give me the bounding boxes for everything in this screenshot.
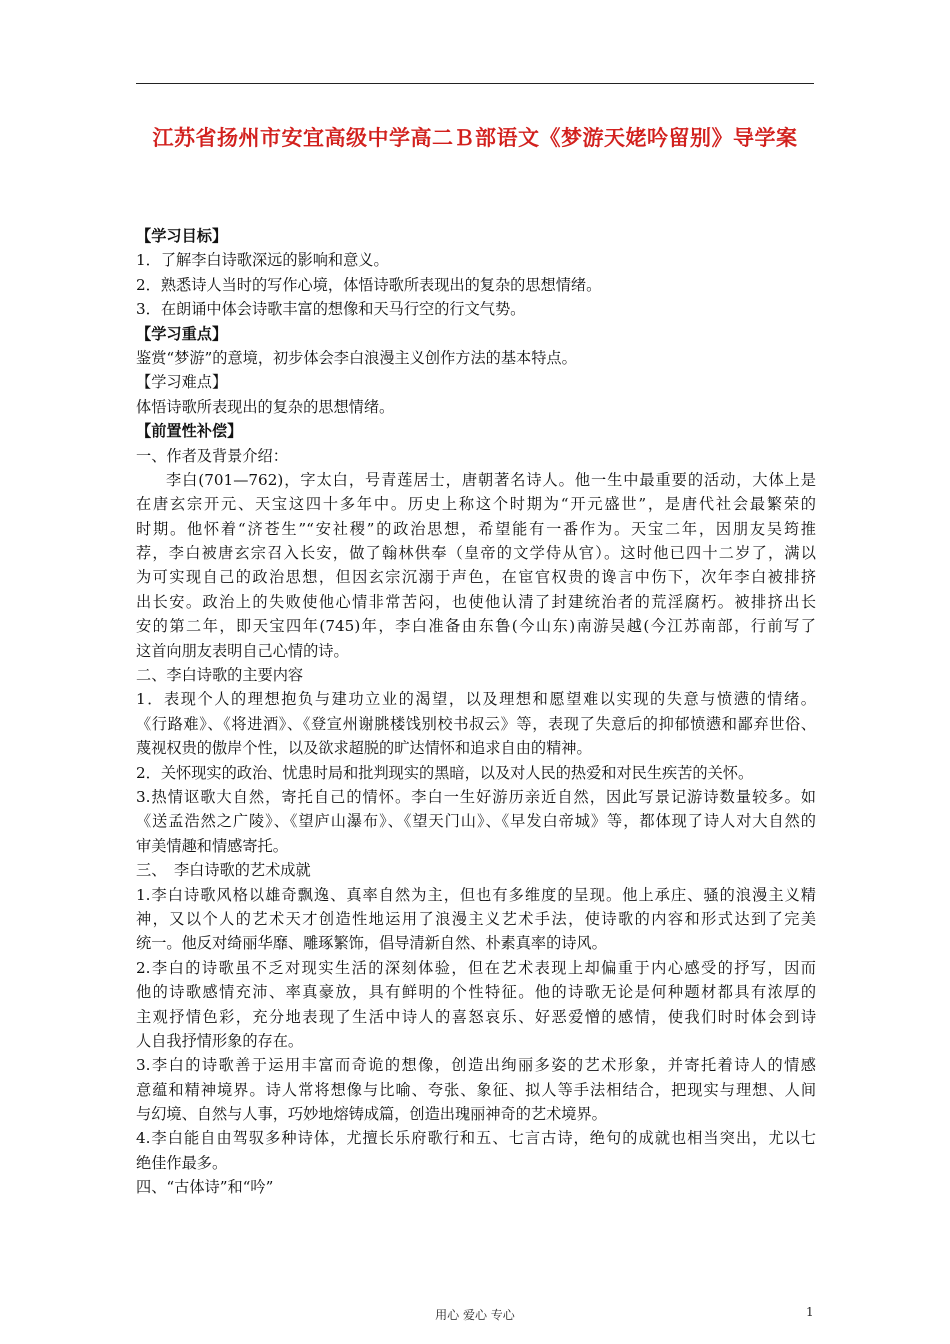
body-line: 在唐玄宗开元、天宝这四十多年中。历史上称这个时期为“开元盛世”，是唐代社会最繁荣的 (136, 495, 816, 514)
body-line: 出长安。政治上的失败使他心情非常苦闷，也使他认清了封建统治者的荒淫腐朽。被排挤出长 (136, 592, 816, 611)
body-line: 审美情趣和情感寄托。 (136, 836, 288, 855)
body-line: 人自我抒情形象的存在。 (136, 1031, 304, 1050)
body-line: 这首向朋友表明自己心情的诗。 (136, 641, 349, 660)
body-line: 体悟诗歌所表现出的复杂的思想情绪。 (136, 397, 395, 416)
body-line: 主观抒情色彩，充分地表现了生活中诗人的喜怒哀乐、好恶爱憎的感情，使我们时时体会到诗 (136, 1007, 816, 1026)
body-line: 3．在朗诵中体会诗歌丰富的想像和天马行空的行文气势。 (136, 300, 526, 319)
section-heading: 【学习目标】 (136, 227, 228, 245)
body-line: 4.李白能自由驾驭多种诗体，尤擅长乐府歌行和五、七言古诗，绝句的成就也相当突出，尤以七 (136, 1129, 816, 1148)
body-line: 3.热情讴歌大自然，寄托自己的情怀。李白一生好游历亲近自然，因此写景记游诗数量较多。如 (136, 787, 816, 806)
body-line: 2．关怀现实的政治、忧患时局和批判现实的黑暗，以及对人民的热爱和对民生疾苦的关怀。 (136, 763, 754, 782)
footer-slogan: 用心 爱心 专心 (435, 1308, 515, 1322)
page-number: 1 (806, 1305, 814, 1319)
body-line: 为可实现自己的政治思想，但因玄宗沉溺于声色，在宦官权贵的谗言中伤下，次年李白被排挤 (136, 568, 816, 587)
body-line: 一、作者及背景介绍： (136, 446, 288, 465)
body-line: 意蕴和精神境界。诗人常将想像与比喻、夸张、象征、拟人等手法相结合，把现实与理想、人间 (136, 1080, 816, 1099)
body-line: 【学习难点】 (136, 373, 228, 392)
section-heading: 【前置性补偿】 (136, 422, 243, 441)
body-line: 1.李白诗歌风格以雄奇飘逸、真率自然为主，但也有多维度的呈现。他上承庄、骚的浪漫主义精 (136, 885, 816, 904)
body-line: 荐，李白被唐玄宗召入长安，做了翰林供奉（皇帝的文学侍从官）。这时他已四十二岁了，满以 (136, 544, 816, 563)
body-line: 鉴赏“梦游”的意境，初步体会李白浪漫主义创作方法的基本特点。 (136, 348, 577, 367)
document-body (136, 224, 816, 1200)
body-line: 二、李白诗歌的主要内容 (136, 666, 304, 685)
body-line: 《行路难》、《将进酒》、《登宣州谢朓楼饯别校书叔云》等，表现了失意后的抑郁愤懑和鄙弃世俗、 (136, 714, 816, 733)
body-line: 1．表现个人的理想抱负与建功立业的渴望，以及理想和愿望难以实现的失意与愤懑的情绪。 (136, 690, 816, 709)
body-line: 《送孟浩然之广陵》、《望庐山瀑布》、《望天门山》、《早发白帝城》等，都体现了诗人对大自然的 (136, 812, 816, 831)
body-line: 绝佳作最多。 (136, 1153, 228, 1172)
body-line: 三、 李白诗歌的艺术成就 (136, 861, 311, 880)
body-line: 四、“古体诗”和“吟” (136, 1178, 274, 1197)
body-line: 3.李白的诗歌善于运用丰富而奇诡的想像，创造出绚丽多姿的艺术形象，并寄托着诗人的情感 (136, 1056, 816, 1075)
body-line: 他的诗歌感情充沛、率真豪放，具有鲜明的个性特征。他的诗歌无论是何种题材都具有浓厚的 (136, 983, 816, 1002)
body-line: 时期。他怀着“济苍生”“安社稷”的政治思想，希望能有一番作为。天宝二年，因朋友吴筠推 (136, 519, 816, 538)
body-line: 安的第二年，即天宝四年(745)年，李白准备由东鲁(今山东)南游吴越(今江苏南部，行前写了 (136, 617, 816, 636)
body-line: 与幻境、自然与人事，巧妙地熔铸成篇，创造出瑰丽神奇的艺术境界。 (136, 1105, 607, 1124)
document-title: 江苏省扬州市安宜高级中学高二Ｂ部语文《梦游天姥吟留别》导学案 (152, 125, 798, 150)
body-line: 蔑视权贵的傲岸个性，以及欲求超脱的旷达情怀和追求自由的精神。 (136, 739, 592, 758)
body-line: 2.李白的诗歌虽不乏对现实生活的深刻体验，但在艺术表现上却偏重于内心感受的抒写，因而 (136, 958, 816, 977)
header-rule (136, 83, 814, 84)
body-line: 李白(701—762)，字太白，号青莲居士，唐朝著名诗人。他一生中最重要的活动，大体上是 (166, 470, 816, 489)
body-line: 1．了解李白诗歌深远的影响和意义。 (136, 251, 389, 270)
section-heading: 【学习重点】 (136, 324, 228, 343)
body-line: 统一。他反对绮丽华靡、雕琢繁饰，倡导清新自然、朴素真率的诗风。 (136, 934, 607, 953)
body-line: 2．熟悉诗人当时的写作心境，体悟诗歌所表现出的复杂的思想情绪。 (136, 275, 602, 294)
body-line: 神，又以个人的艺术天才创造性地运用了浪漫主义艺术手法，使诗歌的内容和形式达到了完美 (136, 909, 816, 928)
